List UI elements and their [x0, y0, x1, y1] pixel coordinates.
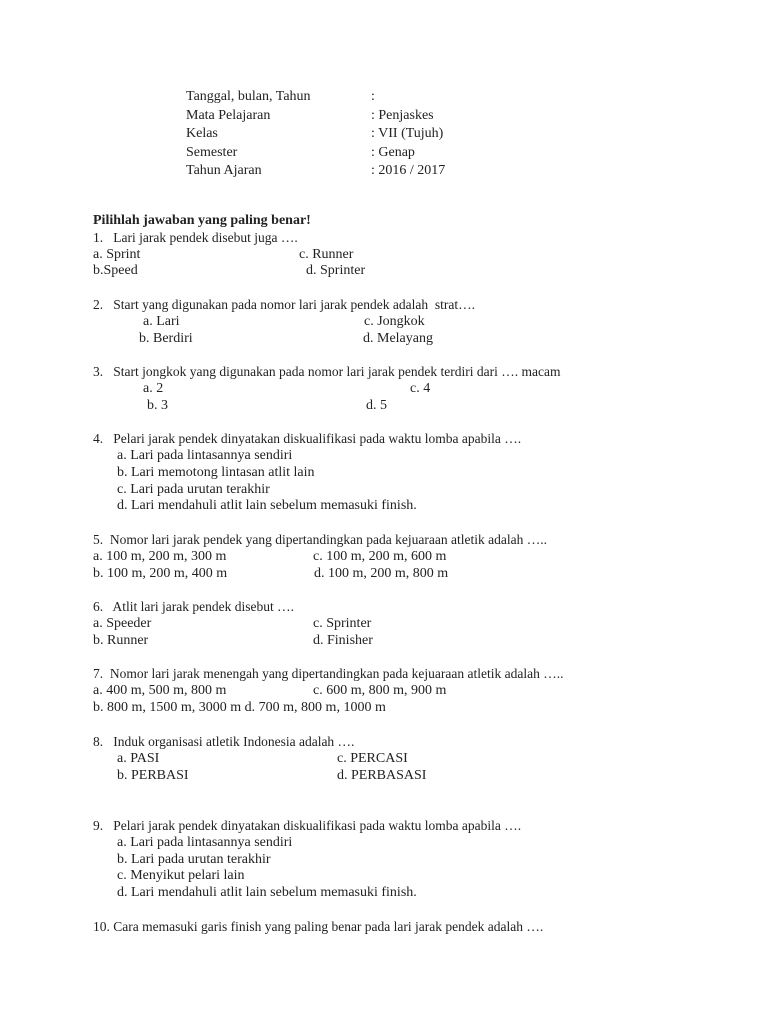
q2-option-b: b. Berdiri — [139, 331, 193, 346]
q8-option-d: d. PERBASASI — [337, 768, 427, 783]
q9-option-b: b. Lari pada urutan terakhir — [117, 852, 271, 867]
q9-option-d: d. Lari mendahuli atlit lain sebelum memasuki finish. — [117, 885, 417, 900]
q1-option-c: c. Runner — [299, 247, 354, 262]
q6-option-d: d. Finisher — [313, 633, 373, 648]
q8-option-c: c. PERCASI — [337, 751, 408, 766]
question-6: 6. Atlit lari jarak pendek disebut …. — [93, 599, 294, 614]
question-10: 10. Cara memasuki garis finish yang paling benar pada lari jarak pendek adalah …. — [93, 919, 544, 934]
q5-option-c: c. 100 m, 200 m, 600 m — [313, 549, 447, 564]
header-label-class: Kelas — [186, 126, 218, 141]
q2-option-a: a. Lari — [143, 314, 180, 329]
q4-option-c: c. Lari pada urutan terakhir — [117, 482, 270, 497]
q6-option-c: c. Sprinter — [313, 616, 372, 631]
q3-option-a: a. 2 — [143, 381, 164, 396]
q5-option-a: a. 100 m, 200 m, 300 m — [93, 549, 227, 564]
question-8: 8. Induk organisasi atletik Indonesia adalah …. — [93, 734, 355, 749]
q4-option-d: d. Lari mendahuli atlit lain sebelum memasuki finish. — [117, 498, 417, 513]
header-label-year: Tahun Ajaran — [186, 163, 262, 178]
header-label-date: Tanggal, bulan, Tahun — [186, 89, 311, 104]
q7-option-c: c. 600 m, 800 m, 900 m — [313, 683, 447, 698]
q6-option-b: b. Runner — [93, 633, 149, 648]
question-3: 3. Start jongkok yang digunakan pada nomor lari jarak pendek terdiri dari …. macam — [93, 364, 561, 379]
q8-option-a: a. PASI — [117, 751, 160, 766]
q8-option-b: b. PERBASI — [117, 768, 189, 783]
q5-option-b: b. 100 m, 200 m, 400 m — [93, 566, 228, 581]
header-value-subject: : Penjaskes — [371, 108, 434, 123]
header-value-class: : VII (Tujuh) — [371, 126, 444, 141]
question-7: 7. Nomor lari jarak menengah yang dipertandingkan pada kejuaraan atletik adalah ….. — [93, 666, 564, 681]
q4-option-a: a. Lari pada lintasannya sendiri — [117, 448, 293, 463]
q3-option-c: c. 4 — [410, 381, 431, 396]
q2-option-c: c. Jongkok — [364, 314, 425, 329]
question-1: 1. Lari jarak pendek disebut juga …. — [93, 230, 298, 245]
q5-option-d: d. 100 m, 200 m, 800 m — [314, 566, 449, 581]
instruction: Pilihlah jawaban yang paling benar! — [93, 213, 311, 228]
question-4: 4. Pelari jarak pendek dinyatakan diskualifikasi pada waktu lomba apabila …. — [93, 431, 522, 446]
q9-option-c: c. Menyikut pelari lain — [117, 868, 245, 883]
q9-option-a: a. Lari pada lintasannya sendiri — [117, 835, 293, 850]
question-5: 5. Nomor lari jarak pendek yang dipertandingkan pada kejuaraan atletik adalah ….. — [93, 532, 547, 547]
q2-option-d: d. Melayang — [363, 331, 433, 346]
q1-option-a: a. Sprint — [93, 247, 141, 262]
q1-option-d: d. Sprinter — [306, 263, 366, 278]
q7-option-a: a. 400 m, 500 m, 800 m — [93, 683, 227, 698]
question-9: 9. Pelari jarak pendek dinyatakan diskualifikasi pada waktu lomba apabila …. — [93, 818, 522, 833]
q6-option-a: a. Speeder — [93, 616, 152, 631]
q7-option-b-d: b. 800 m, 1500 m, 3000 m d. 700 m, 800 m, 1000 m — [93, 700, 386, 715]
q4-option-b: b. Lari memotong lintasan atlit lain — [117, 465, 315, 480]
q3-option-b: b. 3 — [147, 398, 168, 413]
header-value-date: : — [371, 89, 375, 104]
header-value-year: : 2016 / 2017 — [371, 163, 446, 178]
question-2: 2. Start yang digunakan pada nomor lari jarak pendek adalah strat…. — [93, 297, 476, 312]
q1-option-b: b.Speed — [93, 263, 138, 278]
header-label-semester: Semester — [186, 145, 238, 160]
header-label-subject: Mata Pelajaran — [186, 108, 271, 123]
q3-option-d: d. 5 — [366, 398, 387, 413]
header-value-semester: : Genap — [371, 145, 415, 160]
